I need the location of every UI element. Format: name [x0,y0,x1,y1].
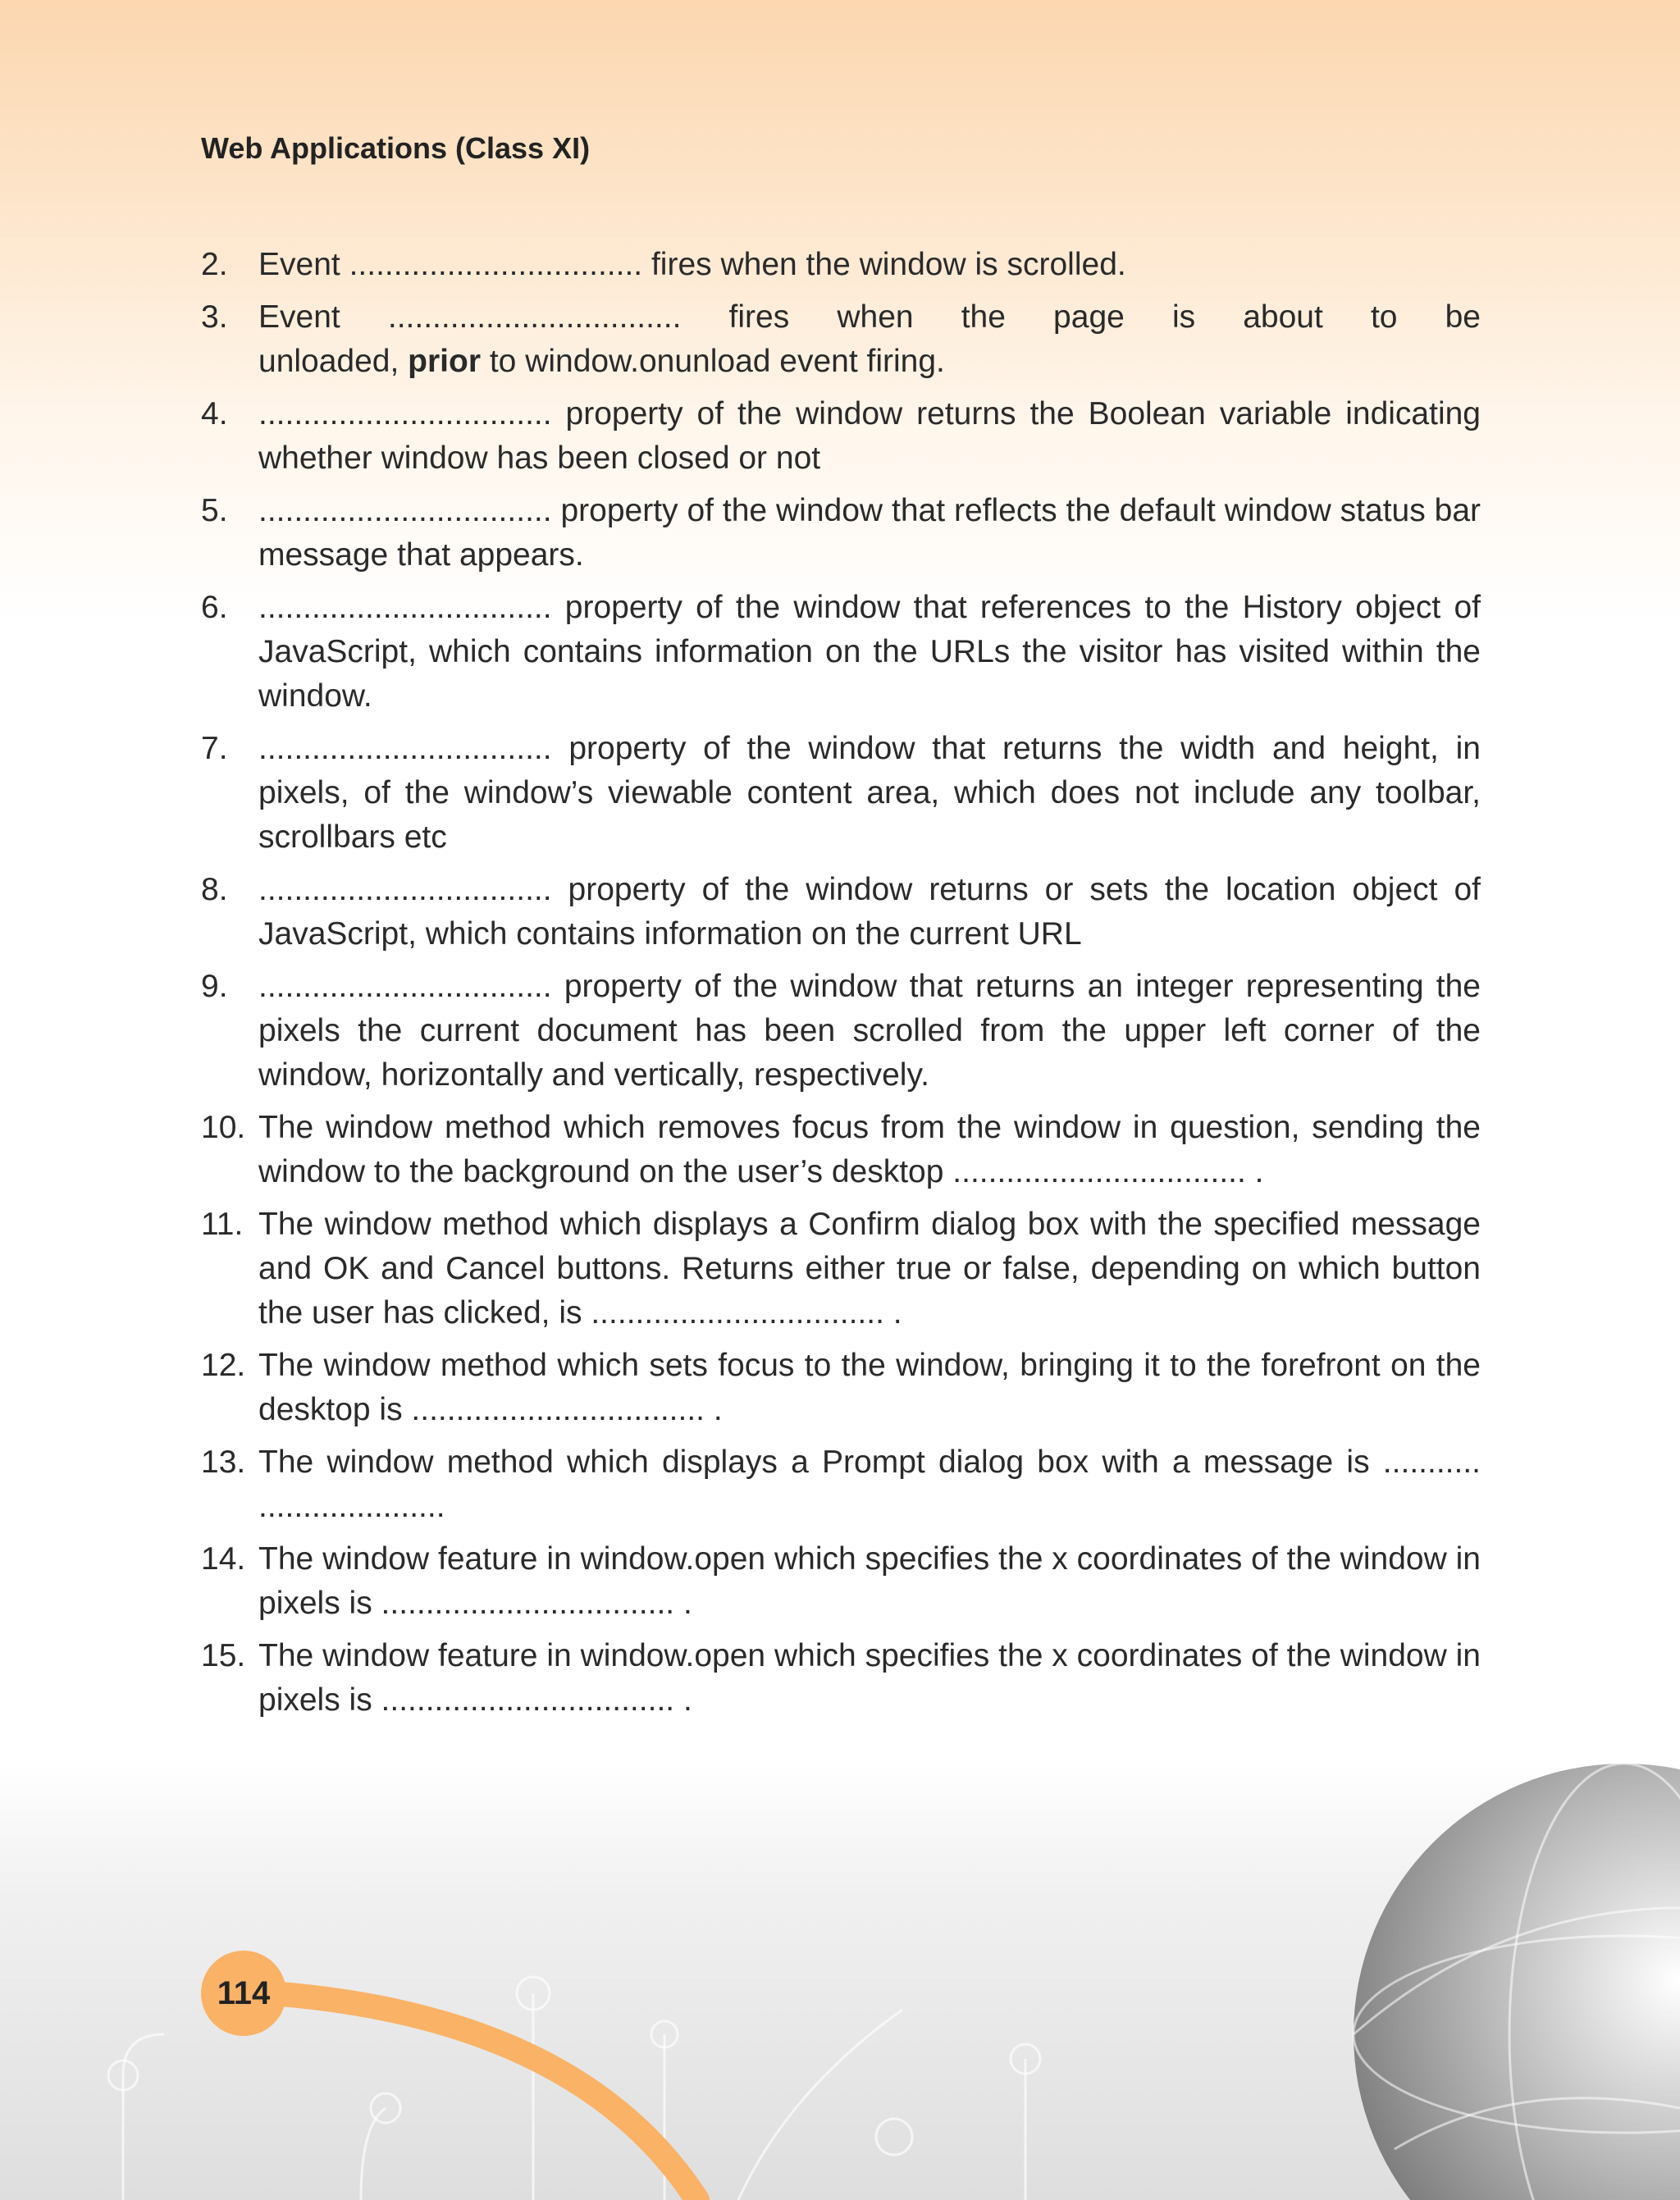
question-item [201,295,1481,384]
question-item [201,1344,1481,1432]
question-text: ................................. property of the window returns the Boolean variable indicating whether window has been closed or not [258,396,1481,476]
question-list [201,243,1481,1731]
question-item [201,489,1481,577]
question-text: ................................. property of the window that references to the History object of JavaScript, which contains information on the URLs the visitor has visited within the window. [258,590,1481,714]
question-item [201,392,1481,481]
question-text: Event ................................. fires when the window is scrolled. [258,247,1126,282]
question-number: 3. [201,299,228,335]
question-item [201,1634,1481,1723]
page-number: 114 [217,1974,271,2011]
question-text: Event ................................. fires when the page is about to be unloaded, prior to window.onunload event firing. [258,299,1481,379]
question-number: 6. [201,590,228,625]
question-item [201,1106,1481,1194]
question-item [201,868,1481,956]
question-text: ................................. property of the window that reflects the default window status bar message that appears. [258,493,1481,573]
question-number: 14. [201,1541,246,1577]
question-text: The window method which removes focus from the window in question, sending the window to the background on the user’s desktop ................................. . [258,1110,1481,1189]
question-number: 9. [201,969,228,1004]
question-text: The window method which displays a Confirm dialog box with the specified message and OK and Cancel buttons. Returns either true or false, depending on which button the user has clicked, is ................................. . [258,1207,1481,1330]
question-text: ................................. property of the window returns or sets the location object of JavaScript, which contains information on the current URL [258,872,1481,952]
question-item [201,727,1481,860]
question-item [201,243,1481,287]
question-item [201,965,1481,1098]
question-number: 5. [201,493,228,528]
question-text: The window method which sets focus to the window, bringing it to the forefront on the desktop is ................................. . [258,1348,1481,1427]
question-number: 8. [201,872,228,907]
orange-arc [246,1992,697,2200]
question-number: 11. [201,1207,244,1242]
question-item [201,1440,1481,1529]
question-text: ................................. property of the window that returns an integer representing the pixels the current document has been scrolled from the upper left corner of the window, horizontally and vertically, respectively. [258,969,1481,1093]
question-item [201,1537,1481,1626]
question-number: 10. [201,1110,246,1145]
page-number-badge [201,1951,286,2036]
question-number: 15. [201,1638,246,1673]
question-text: ................................. property of the window that returns the width and height, in pixels, of the window’s viewable content area, which does not include any toolbar, scrollbars etc [258,731,1481,855]
question-text: The window feature in window.open which specifies the x coordinates of the window in pixels is ................................. . [258,1638,1481,1718]
question-number: 13. [201,1445,246,1480]
question-item [201,1203,1481,1335]
question-text: The window method which displays a Prompt dialog box with a message is ........... ..................... [258,1445,1481,1524]
question-number: 12. [201,1348,246,1383]
question-number: 2. [201,247,228,282]
globe-graphic [1354,1764,1680,2200]
question-item [201,586,1481,719]
question-number: 4. [201,396,228,431]
question-number: 7. [201,731,228,766]
page-header-title: Web Applications (Class XI) [201,131,591,165]
question-text: The window feature in window.open which specifies the x coordinates of the window in pixels is ................................. . [258,1541,1481,1621]
